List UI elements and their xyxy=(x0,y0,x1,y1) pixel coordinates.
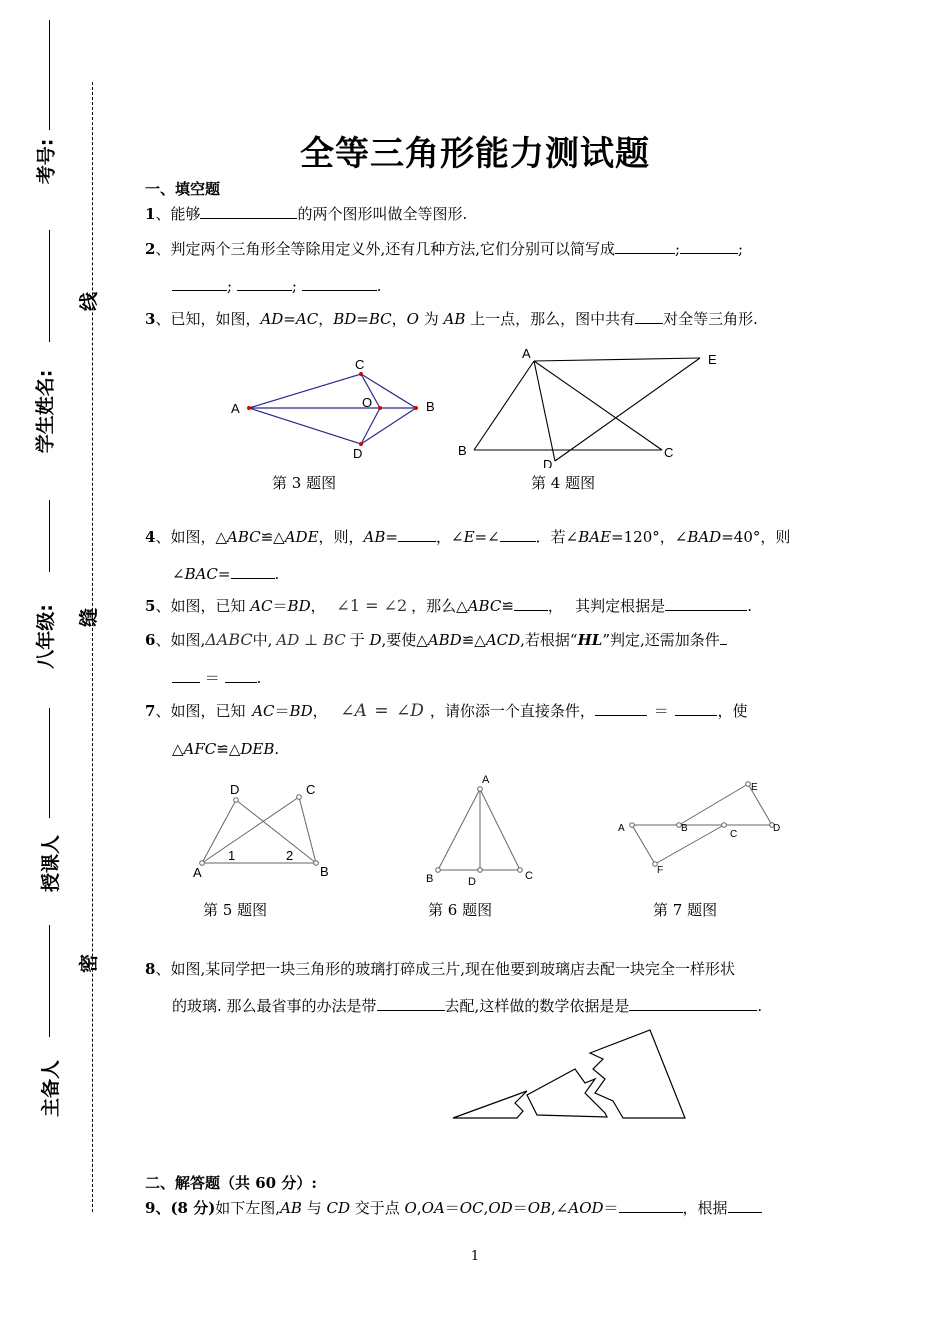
question-7-cont: △AFC≌△DEB. xyxy=(172,740,280,758)
fig6-triangle xyxy=(438,789,520,870)
fig7-point xyxy=(746,782,751,787)
fig7-label: E xyxy=(751,782,758,793)
fig6-label: B xyxy=(426,873,434,885)
question-3: 3、已知，如图，AD=AC，BD=BC，O 为 AB 上一点，那么，图中共有 对全等三角形. xyxy=(145,310,758,328)
question-5: 5、如图，已知 AC＝BD， ∠1 = ∠2 ，那么△ABC≌ ， 其判定根据是 . xyxy=(145,596,752,615)
fig4-line-de xyxy=(555,358,700,461)
fig6-point xyxy=(478,787,483,792)
fig3-point xyxy=(414,406,418,410)
figure-5-caption: 第 5 题图 xyxy=(203,901,268,919)
fig3-line-do xyxy=(361,408,380,444)
fig3-point xyxy=(359,372,363,376)
fig7-point xyxy=(630,823,635,828)
question-6-cont: ＝ . xyxy=(172,667,261,688)
lecturer-label: 授课人 xyxy=(40,834,63,893)
fig7-line-eb xyxy=(679,784,748,825)
fig7-label: B xyxy=(681,823,688,834)
fig4-label: D xyxy=(543,457,553,468)
fig4-label: E xyxy=(708,352,717,367)
fig3-quadrilateral xyxy=(249,374,416,444)
student-name-label: 学生姓名: xyxy=(34,369,57,454)
fig5-label: C xyxy=(306,782,316,797)
fig3-point xyxy=(378,406,382,410)
seal-word-sew: 缝 xyxy=(78,607,101,628)
fig5-label: 2 xyxy=(286,848,294,863)
margin-line xyxy=(49,708,50,818)
fig4-label: C xyxy=(664,445,674,460)
seal-word-secret: 密 xyxy=(78,953,101,974)
fig6-label: D xyxy=(468,876,476,888)
seal-dashed-line xyxy=(92,82,93,1212)
figure-5 xyxy=(188,780,338,880)
figure-3-caption: 第 3 题图 xyxy=(272,474,337,492)
figure-7 xyxy=(612,775,792,880)
question-4-cont: ∠BAC= . xyxy=(172,565,280,583)
exam-number-label: 考号: xyxy=(35,138,58,185)
preparer-label: 主备人 xyxy=(40,1059,63,1118)
fig5-line-ac xyxy=(202,797,299,863)
fig3-point xyxy=(247,406,251,410)
margin-line xyxy=(49,230,50,342)
question-2: 2、判定两个三角形全等除用定义外,还有几种方法,它们分别可以简写成 ; ; xyxy=(145,240,744,258)
figure-4-caption: 第 4 题图 xyxy=(531,474,596,492)
margin-line xyxy=(49,500,50,572)
glass-piece-left xyxy=(453,1091,527,1118)
page-number: 1 xyxy=(470,1249,480,1264)
question-1: 1、能够 的两个图形叫做全等图形. xyxy=(145,205,468,223)
page-title: 全等三角形能力测试题 xyxy=(300,134,650,174)
question-6: 6、如图,ΔABC中, AD ⊥ BC 于 D,要使△ABD≌△ACD,若根据“HL”判定,还需加条件 xyxy=(145,629,727,650)
fig5-point xyxy=(297,795,302,800)
fig7-point xyxy=(722,823,727,828)
fig7-line-af xyxy=(632,825,655,864)
question-4: 4、如图，△ABC≌△ADE，则，AB= ，∠E=∠ ．若∠BAE=120°，∠BAD=40°，则 xyxy=(145,528,791,546)
fig4-line-ae xyxy=(534,358,700,361)
fig6-point xyxy=(436,868,441,873)
question-9: 9、(8 分)如下左图,AB 与 CD 交于点 O,OA＝OC,OD＝OB,∠AOD＝ ，根据 xyxy=(145,1197,762,1218)
fig6-point xyxy=(478,868,483,873)
fig4-line-ab xyxy=(474,361,534,450)
fig4-label: A xyxy=(522,346,531,361)
fig3-label: O xyxy=(362,395,373,410)
section-heading: 一、填空题 xyxy=(145,180,221,198)
fig4-label: B xyxy=(458,443,467,458)
grade-label: 八年级: xyxy=(34,604,57,669)
margin-line xyxy=(49,20,50,130)
fig7-label: A xyxy=(618,823,625,834)
fig6-label: A xyxy=(482,774,490,786)
question-2-cont: ; ; . xyxy=(172,276,381,295)
binding-margin xyxy=(0,0,115,1344)
fig7-label: C xyxy=(730,829,738,840)
seal-word-line: 线 xyxy=(78,291,101,312)
fig5-label: B xyxy=(320,864,329,879)
fig3-label: B xyxy=(426,399,435,414)
question-7: 7、如图，已知 AC＝BD， ∠A = ∠D ，请你添一个直接条件， ＝ ，使 xyxy=(145,701,748,721)
fig5-label: A xyxy=(193,865,202,880)
fig7-label: F xyxy=(657,865,664,876)
figure-8-broken-glass xyxy=(445,1025,695,1125)
figure-6-caption: 第 6 题图 xyxy=(428,901,493,919)
question-8: 8、如图,某同学把一块三角形的玻璃打碎成三片,现在他要到玻璃店去配一块完全一样形状 xyxy=(145,960,735,978)
fig3-label: D xyxy=(353,446,363,461)
fig6-label: C xyxy=(525,870,533,882)
figure-7-caption: 第 7 题图 xyxy=(653,901,718,919)
figure-4 xyxy=(452,343,732,468)
fig5-label: 1 xyxy=(228,848,236,863)
fig7-line-fc xyxy=(655,825,724,864)
fig5-label: D xyxy=(230,782,240,797)
figure-6 xyxy=(420,770,545,888)
fig3-label: A xyxy=(231,401,240,416)
figure-3 xyxy=(225,355,445,465)
fig6-point xyxy=(518,868,523,873)
fig5-line-bc xyxy=(299,797,316,863)
fig5-point xyxy=(314,861,319,866)
glass-piece-right xyxy=(590,1030,685,1118)
fig4-line-ac xyxy=(534,361,662,450)
question-8-cont: 的玻璃. 那么最省事的办法是带 去配,这样做的数学依据是是 . xyxy=(172,997,763,1015)
section-heading-2: 二、解答题（共 60 分）: xyxy=(145,1174,317,1192)
fig5-point xyxy=(234,798,239,803)
fig4-line-ad xyxy=(534,361,555,461)
fig3-label: C xyxy=(355,357,365,372)
fig7-label: D xyxy=(773,823,781,834)
margin-line xyxy=(49,925,50,1037)
